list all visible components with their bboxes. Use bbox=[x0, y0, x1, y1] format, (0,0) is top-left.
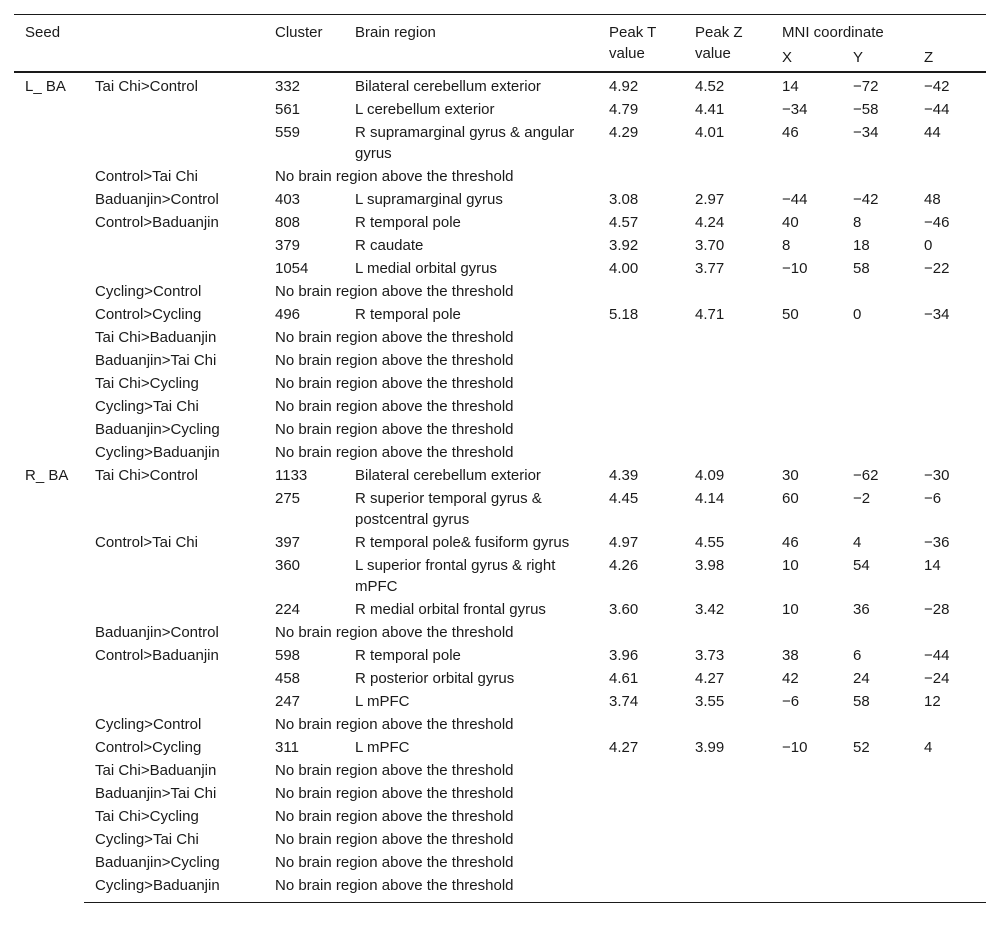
peak-t-cell: 3.96 bbox=[609, 647, 639, 664]
mni-y-cell: 0 bbox=[853, 306, 862, 323]
header-cluster: Cluster bbox=[264, 15, 344, 73]
mni-x-cell: 50 bbox=[782, 306, 799, 323]
table-header bbox=[14, 15, 986, 73]
mni-y-cell: −42 bbox=[853, 191, 879, 208]
mni-x-cell: 14 bbox=[782, 78, 799, 95]
table-row bbox=[14, 487, 986, 531]
peak-t-cell: 3.74 bbox=[609, 693, 639, 710]
peak-t-cell: 4.92 bbox=[609, 78, 639, 95]
contrast-cell bbox=[84, 667, 264, 690]
table-row bbox=[14, 782, 986, 805]
no-result-note: No brain region above the threshold bbox=[275, 283, 514, 300]
peak-z-cell: 3.42 bbox=[695, 601, 725, 618]
table-row bbox=[14, 667, 986, 690]
seed-cell: L_ BA bbox=[25, 78, 66, 95]
contrast-cell: Cycling>Baduanjin bbox=[95, 444, 220, 461]
table-row bbox=[14, 326, 986, 349]
contrast-cell: Cycling>Tai Chi bbox=[95, 831, 199, 848]
mni-y-cell: 52 bbox=[853, 739, 870, 756]
table-row bbox=[14, 211, 986, 234]
mni-z-cell: 44 bbox=[924, 124, 941, 141]
table-row bbox=[14, 372, 986, 395]
contrast-cell bbox=[84, 598, 264, 621]
mni-z-cell: −28 bbox=[924, 601, 950, 618]
mni-y-cell: 4 bbox=[853, 534, 862, 551]
table-row bbox=[14, 690, 986, 713]
peak-z-cell: 3.77 bbox=[695, 260, 725, 277]
mni-x-cell: 46 bbox=[782, 124, 799, 141]
contrast-cell bbox=[84, 257, 264, 280]
mni-x-cell: −10 bbox=[782, 739, 808, 756]
brain-region-cell: R supramarginal gyrus & angular gyrus bbox=[355, 124, 575, 162]
table-row bbox=[14, 395, 986, 418]
peak-z-cell: 4.09 bbox=[695, 467, 725, 484]
cluster-size-cell: 1133 bbox=[275, 467, 308, 484]
cluster-size-cell: 379 bbox=[275, 237, 301, 254]
contrast-cell bbox=[84, 121, 264, 165]
contrast-cell: Baduanjin>Tai Chi bbox=[95, 785, 217, 802]
contrast-cell: Control>Tai Chi bbox=[95, 168, 198, 185]
table-row bbox=[14, 165, 986, 188]
brain-region-cell: R temporal pole bbox=[355, 306, 461, 323]
brain-region-cell: R posterior orbital gyrus bbox=[355, 670, 515, 687]
cluster-size-cell: 458 bbox=[275, 670, 301, 687]
brain-region-cell: L supramarginal gyrus bbox=[355, 191, 503, 208]
no-result-note: No brain region above the threshold bbox=[275, 329, 514, 346]
mni-x-cell: 60 bbox=[782, 490, 799, 507]
cluster-size-cell: 598 bbox=[275, 647, 301, 664]
contrast-cell bbox=[84, 690, 264, 713]
header-x: X bbox=[771, 43, 842, 72]
table-row bbox=[14, 621, 986, 644]
header-seed: Seed bbox=[14, 15, 84, 73]
peak-t-cell: 3.92 bbox=[609, 237, 639, 254]
no-result-note: No brain region above the threshold bbox=[275, 398, 514, 415]
no-result-note: No brain region above the threshold bbox=[264, 874, 986, 903]
mni-z-cell: 14 bbox=[924, 557, 941, 574]
mni-y-cell: −58 bbox=[853, 101, 879, 118]
no-result-note: No brain region above the threshold bbox=[275, 168, 514, 185]
no-result-note: No brain region above the threshold bbox=[275, 444, 514, 461]
peak-z-cell: 4.24 bbox=[695, 214, 725, 231]
table-row bbox=[14, 874, 986, 903]
mni-x-cell: 42 bbox=[782, 670, 799, 687]
mni-y-cell: 6 bbox=[853, 647, 862, 664]
mni-x-cell: −44 bbox=[782, 191, 808, 208]
no-result-note: No brain region above the threshold bbox=[275, 375, 514, 392]
seed-cell: R_ BA bbox=[25, 467, 69, 484]
cluster-size-cell: 496 bbox=[275, 306, 301, 323]
table-row bbox=[14, 531, 986, 554]
peak-z-cell: 4.27 bbox=[695, 670, 725, 687]
no-result-note: No brain region above the threshold bbox=[275, 352, 514, 369]
mni-z-cell: 48 bbox=[924, 191, 941, 208]
table-row bbox=[14, 713, 986, 736]
peak-t-cell: 3.60 bbox=[609, 601, 639, 618]
table-row bbox=[14, 828, 986, 851]
peak-t-cell: 4.57 bbox=[609, 214, 639, 231]
brain-region-cell: L cerebellum exterior bbox=[355, 101, 495, 118]
header-mni-coordinate: MNI coordinate bbox=[771, 15, 986, 44]
mni-z-cell: −30 bbox=[924, 467, 950, 484]
mni-x-cell: 46 bbox=[782, 534, 799, 551]
brain-region-cell: L medial orbital gyrus bbox=[355, 260, 498, 277]
contrast-cell: Tai Chi>Baduanjin bbox=[95, 329, 217, 346]
no-result-note: No brain region above the threshold bbox=[275, 808, 514, 825]
brain-region-cell: L mPFC bbox=[355, 693, 410, 710]
contrast-cell: Tai Chi>Baduanjin bbox=[95, 762, 217, 779]
mni-z-cell: −42 bbox=[924, 78, 950, 95]
no-result-note: No brain region above the threshold bbox=[275, 624, 514, 641]
mni-x-cell: 38 bbox=[782, 647, 799, 664]
peak-t-cell: 4.39 bbox=[609, 467, 639, 484]
table-row bbox=[14, 441, 986, 464]
mni-x-cell: 30 bbox=[782, 467, 799, 484]
header-contrast bbox=[84, 15, 264, 73]
table-row bbox=[14, 188, 986, 211]
table-row bbox=[14, 644, 986, 667]
mni-y-cell: −2 bbox=[853, 490, 871, 507]
contrast-cell: Baduanjin>Cycling bbox=[95, 854, 220, 871]
table-row bbox=[14, 736, 986, 759]
mni-z-cell: −44 bbox=[924, 647, 950, 664]
brain-region-cell: R temporal pole bbox=[355, 647, 461, 664]
brain-region-cell: R temporal pole& fusiform gyrus bbox=[355, 534, 570, 551]
peak-t-cell: 4.26 bbox=[609, 557, 639, 574]
contrast-cell: Tai Chi>Cycling bbox=[95, 808, 199, 825]
mni-x-cell: 40 bbox=[782, 214, 799, 231]
peak-t-cell: 4.29 bbox=[609, 124, 639, 141]
brain-region-cell: L mPFC bbox=[355, 739, 410, 756]
mni-z-cell: −22 bbox=[924, 260, 950, 277]
brain-region-cell: R caudate bbox=[355, 237, 424, 254]
mni-x-cell: −6 bbox=[782, 693, 800, 710]
peak-z-cell: 4.14 bbox=[695, 490, 725, 507]
cluster-size-cell: 559 bbox=[275, 124, 301, 141]
contrast-cell: Baduanjin>Tai Chi bbox=[95, 352, 217, 369]
table-row bbox=[14, 464, 986, 487]
mni-y-cell: 54 bbox=[853, 557, 870, 574]
mni-x-cell: −34 bbox=[782, 101, 808, 118]
contrast-cell: Tai Chi>Cycling bbox=[95, 375, 199, 392]
peak-t-cell: 4.97 bbox=[609, 534, 639, 551]
cluster-size-cell: 1054 bbox=[275, 260, 309, 277]
cluster-size-cell: 247 bbox=[275, 693, 301, 710]
cluster-size-cell: 403 bbox=[275, 191, 301, 208]
brain-region-cell: L superior frontal gyrus & right mPFC bbox=[355, 557, 556, 595]
peak-z-cell: 4.55 bbox=[695, 534, 725, 551]
mni-y-cell: 58 bbox=[853, 693, 870, 710]
header-y: Y bbox=[842, 43, 913, 72]
mni-y-cell: −34 bbox=[853, 124, 879, 141]
contrast-cell bbox=[84, 554, 264, 598]
table-row bbox=[14, 598, 986, 621]
cluster-size-cell: 808 bbox=[275, 214, 301, 231]
peak-z-cell: 3.55 bbox=[695, 693, 725, 710]
brain-region-cell: R medial orbital frontal gyrus bbox=[355, 601, 546, 618]
peak-t-cell: 4.45 bbox=[609, 490, 639, 507]
peak-z-cell: 3.99 bbox=[695, 739, 725, 756]
header-brain-region: Brain region bbox=[344, 15, 598, 73]
table-row bbox=[14, 257, 986, 280]
mni-x-cell: 8 bbox=[782, 237, 791, 254]
mni-y-cell: 58 bbox=[853, 260, 870, 277]
cluster-size-cell: 224 bbox=[275, 601, 301, 618]
brain-region-cell: Bilateral cerebellum exterior bbox=[355, 78, 541, 95]
brain-region-cell: Bilateral cerebellum exterior bbox=[355, 467, 541, 484]
peak-z-cell: 4.41 bbox=[695, 101, 725, 118]
no-result-note: No brain region above the threshold bbox=[275, 716, 514, 733]
mni-z-cell: −36 bbox=[924, 534, 950, 551]
mni-z-cell: −44 bbox=[924, 101, 950, 118]
peak-z-cell: 4.71 bbox=[695, 306, 725, 323]
mni-z-cell: 4 bbox=[924, 739, 933, 756]
table-row bbox=[14, 805, 986, 828]
peak-t-cell: 5.18 bbox=[609, 306, 639, 323]
contrast-cell: Baduanjin>Control bbox=[95, 624, 219, 641]
contrast-cell bbox=[84, 234, 264, 257]
mni-y-cell: 18 bbox=[853, 237, 870, 254]
peak-z-cell: 4.52 bbox=[695, 78, 725, 95]
contrast-cell: Cycling>Baduanjin bbox=[84, 874, 264, 903]
table-row bbox=[14, 234, 986, 257]
table-row bbox=[14, 280, 986, 303]
peak-z-cell: 3.73 bbox=[695, 647, 725, 664]
mni-x-cell: 10 bbox=[782, 557, 799, 574]
contrast-cell: Control>Tai Chi bbox=[95, 534, 198, 551]
contrast-cell bbox=[84, 98, 264, 121]
table-row bbox=[14, 349, 986, 372]
cluster-size-cell: 397 bbox=[275, 534, 301, 551]
contrast-cell: Tai Chi>Control bbox=[95, 467, 198, 484]
mni-y-cell: 8 bbox=[853, 214, 862, 231]
peak-t-cell: 4.61 bbox=[609, 670, 639, 687]
peak-z-cell: 2.97 bbox=[695, 191, 725, 208]
mni-z-cell: −24 bbox=[924, 670, 950, 687]
mni-y-cell: −62 bbox=[853, 467, 879, 484]
table-row bbox=[14, 418, 986, 441]
cluster-size-cell: 332 bbox=[275, 78, 301, 95]
mni-x-cell: 10 bbox=[782, 601, 799, 618]
table-row bbox=[14, 72, 986, 98]
mni-y-cell: −72 bbox=[853, 78, 879, 95]
table-row bbox=[14, 759, 986, 782]
peak-z-cell: 3.98 bbox=[695, 557, 725, 574]
contrast-cell: Control>Baduanjin bbox=[95, 647, 219, 664]
brain-region-cell: R temporal pole bbox=[355, 214, 461, 231]
table-row bbox=[14, 851, 986, 874]
peak-z-cell: 4.01 bbox=[695, 124, 725, 141]
peak-t-cell: 4.79 bbox=[609, 101, 639, 118]
mni-z-cell: 0 bbox=[924, 237, 933, 254]
no-result-note: No brain region above the threshold bbox=[275, 421, 514, 438]
contrast-cell: Control>Cycling bbox=[95, 739, 202, 756]
no-result-note: No brain region above the threshold bbox=[275, 762, 514, 779]
peak-t-cell: 4.27 bbox=[609, 739, 639, 756]
contrast-cell: Tai Chi>Control bbox=[95, 78, 198, 95]
contrast-cell: Baduanjin>Cycling bbox=[95, 421, 220, 438]
header-peak-t: Peak T value bbox=[598, 15, 684, 73]
table-body bbox=[14, 72, 986, 903]
connectivity-results-table bbox=[14, 14, 986, 903]
table-row bbox=[14, 554, 986, 598]
contrast-cell bbox=[84, 487, 264, 531]
contrast-cell: Control>Cycling bbox=[95, 306, 202, 323]
brain-region-cell: R superior temporal gyrus & postcentral gyrus bbox=[355, 490, 542, 528]
cluster-size-cell: 275 bbox=[275, 490, 301, 507]
cluster-size-cell: 561 bbox=[275, 101, 301, 118]
header-z: Z bbox=[913, 43, 986, 72]
header-peak-z: Peak Z value bbox=[684, 15, 771, 73]
mni-z-cell: −34 bbox=[924, 306, 950, 323]
mni-x-cell: −10 bbox=[782, 260, 808, 277]
cluster-size-cell: 360 bbox=[275, 557, 301, 574]
no-result-note: No brain region above the threshold bbox=[275, 785, 514, 802]
mni-z-cell: −46 bbox=[924, 214, 950, 231]
contrast-cell: Cycling>Control bbox=[95, 283, 202, 300]
cluster-size-cell: 311 bbox=[275, 739, 299, 756]
no-result-note: No brain region above the threshold bbox=[275, 854, 514, 871]
mni-y-cell: 36 bbox=[853, 601, 870, 618]
contrast-cell: Cycling>Tai Chi bbox=[95, 398, 199, 415]
no-result-note: No brain region above the threshold bbox=[275, 831, 514, 848]
contrast-cell: Control>Baduanjin bbox=[95, 214, 219, 231]
table-row bbox=[14, 121, 986, 165]
contrast-cell: Cycling>Control bbox=[95, 716, 202, 733]
table-row bbox=[14, 98, 986, 121]
table-row bbox=[14, 303, 986, 326]
peak-z-cell: 3.70 bbox=[695, 237, 725, 254]
mni-y-cell: 24 bbox=[853, 670, 870, 687]
contrast-cell: Baduanjin>Control bbox=[95, 191, 219, 208]
mni-z-cell: 12 bbox=[924, 693, 941, 710]
mni-z-cell: −6 bbox=[924, 490, 942, 507]
peak-t-cell: 3.08 bbox=[609, 191, 639, 208]
peak-t-cell: 4.00 bbox=[609, 260, 639, 277]
